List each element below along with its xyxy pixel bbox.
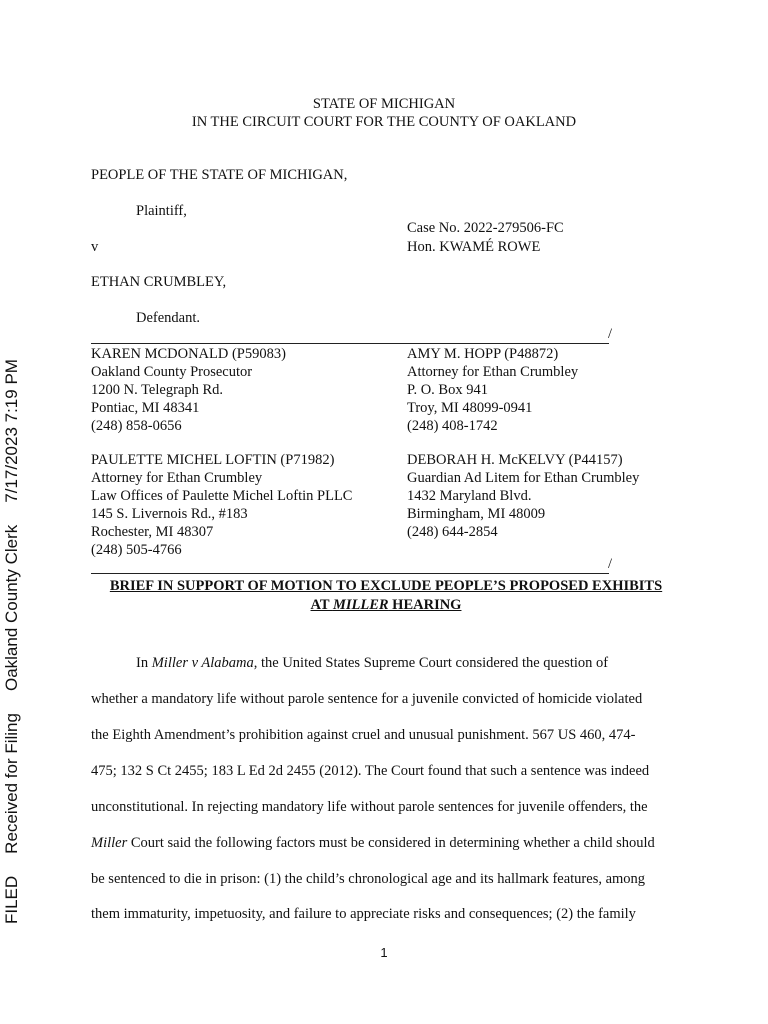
counsel-line: AMY M. HOPP (P48872) [407, 346, 559, 362]
body-line-4: 475; 132 S Ct 2455; 183 L Ed 2d 2455 (2012). The Court found that such a sentence was indeed [91, 763, 650, 779]
caption-rule-top [91, 343, 609, 344]
title-italic: MILLER [332, 597, 389, 613]
caption-rule-bottom [91, 573, 609, 574]
body-line-5: unconstitutional. In rejecting mandatory life without parole sentences for juvenile offenders, the [91, 799, 648, 815]
body-line-8: them immaturity, impetuosity, and failure to appreciate risks and consequences; (2) the family [91, 906, 636, 922]
counsel-line: Oakland County Prosecutor [91, 364, 253, 380]
title-suffix: HEARING [388, 597, 462, 613]
counsel-block-hopp [407, 345, 578, 435]
body-line-6 [91, 835, 655, 852]
plaintiff-label: Plaintiff, [136, 203, 187, 219]
case-citation: Miller v Alabama [151, 655, 254, 671]
counsel-line: Guardian Ad Litem for Ethan Crumbley [407, 470, 640, 486]
court-state: STATE OF MICHIGAN [312, 96, 456, 112]
caption-slash-bottom: / [608, 556, 613, 572]
case-citation: Miller [91, 835, 128, 851]
counsel-block-prosecutor [91, 345, 286, 435]
counsel-line: (248) 408-1742 [407, 418, 498, 434]
counsel-line: P. O. Box 941 [407, 382, 488, 398]
counsel-block-loftin [91, 451, 352, 559]
defendant-label: Defendant. [136, 310, 201, 326]
brief-title-line1: BRIEF IN SUPPORT OF MOTION TO EXCLUDE PEOPLE’S PROPOSED EXHIBITS [109, 578, 663, 594]
counsel-line: Pontiac, MI 48341 [91, 400, 200, 416]
caption-slash-top: / [608, 326, 613, 342]
stamp-clerk: Oakland County Clerk [2, 524, 21, 692]
defendant-name: ETHAN CRUMBLEY, [91, 274, 227, 290]
title-prefix: AT [310, 597, 333, 613]
counsel-line: Rochester, MI 48307 [91, 524, 214, 540]
counsel-line: Attorney for Ethan Crumbley [91, 470, 263, 486]
body-line-3: the Eighth Amendment’s prohibition against cruel and unusual punishment. 567 US 460, 474- [91, 727, 636, 743]
filing-stamp [0, 124, 27, 924]
body-text: In [136, 655, 152, 671]
counsel-line: Attorney for Ethan Crumbley [407, 364, 579, 380]
counsel-line: PAULETTE MICHEL LOFTIN (P71982) [91, 452, 335, 468]
body-text: , the United States Supreme Court considered the question of [253, 655, 609, 671]
stamp-received: Received for Filing [2, 713, 21, 854]
plaintiff-name: PEOPLE OF THE STATE OF MICHIGAN, [91, 167, 348, 183]
body-line-2: whether a mandatory life without parole sentence for a juvenile convicted of homicide violated [91, 691, 643, 707]
body-line-7: be sentenced to die in prison: (1) the child’s chronological age and its hallmark features, among [91, 871, 646, 887]
counsel-line: 1200 N. Telegraph Rd. [91, 382, 224, 398]
judge-name: Hon. KWAMÉ ROWE [407, 239, 541, 255]
body-line-1 [136, 655, 608, 672]
counsel-block-mckelvy [407, 451, 639, 541]
brief-title-line2 [91, 596, 681, 614]
versus: v [91, 239, 99, 255]
body-text: Court said the following factors must be considered in determining whether a child should [127, 835, 655, 851]
counsel-line: Law Offices of Paulette Michel Loftin PLLC [91, 488, 353, 504]
stamp-datetime: 7/17/2023 7:19 PM [2, 359, 21, 503]
court-name: IN THE CIRCUIT COURT FOR THE COUNTY OF OAKLAND [191, 114, 577, 130]
stamp-filed: FILED [2, 875, 21, 924]
counsel-line: 145 S. Livernois Rd., #183 [91, 506, 248, 522]
counsel-line: (248) 505-4766 [91, 542, 182, 558]
counsel-line: 1432 Maryland Blvd. [407, 488, 532, 504]
counsel-line: Birmingham, MI 48009 [407, 506, 546, 522]
page-number: 1 [380, 945, 388, 960]
counsel-line: DEBORAH H. McKELVY (P44157) [407, 452, 623, 468]
case-number: Case No. 2022-279506-FC [407, 220, 564, 236]
counsel-line: (248) 644-2854 [407, 524, 498, 540]
counsel-line: Troy, MI 48099-0941 [407, 400, 533, 416]
counsel-line: (248) 858-0656 [91, 418, 182, 434]
counsel-line: KAREN MCDONALD (P59083) [91, 346, 286, 362]
